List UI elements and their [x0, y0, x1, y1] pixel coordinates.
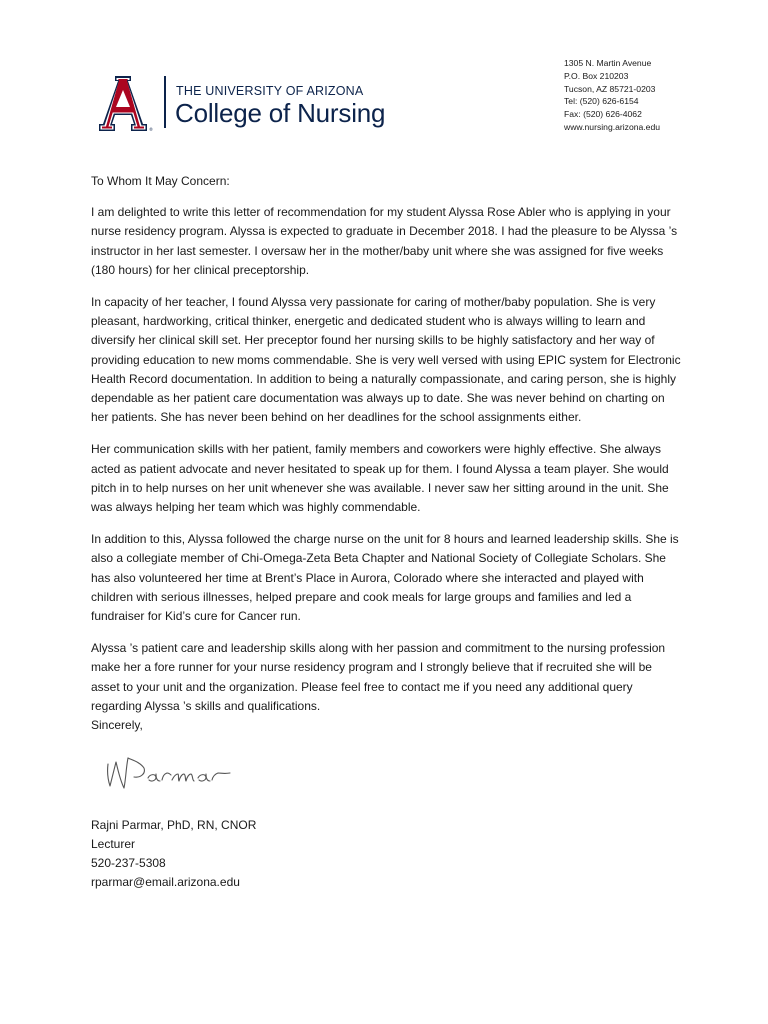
svg-text:®: ® — [149, 127, 153, 132]
paragraph-conclusion: Alyssa ’s patient care and leadership skills along with her passion and commitment to the nursing profession make her a fore runner for your nurse residency program and I strongly believe that if recruited she will be asset to your unit and the organization. Please feel free to contact me if you need any additional query regarding Alyssa ’s skills and qualifications. — [91, 641, 666, 713]
signer-name: Rajni Parmar, PhD, RN, CNOR — [91, 818, 257, 832]
website-line: www.nursing.arizona.edu — [564, 121, 661, 132]
signer-phone: 520-237-5308 — [91, 856, 166, 870]
address-block — [564, 57, 660, 134]
paragraph-leadership: In addition to this, Alyssa followed the charge nurse on the unit for 8 hours and learned leadership skills. She is also a collegiate member of Chi-Omega-Zeta Beta Chapter and National Society of Collegiate Scholars. She has also volunteered her time at Brent’s Place in Aurora, Colorado where she interacted and played with children with serious illnesses, helped prepare and cook meals for large groups and families and led a fundraiser for Kid’s cure for Cancer run. — [91, 532, 679, 624]
signer-title: Lecturer — [91, 837, 136, 851]
handwritten-signature — [104, 750, 274, 794]
paragraph-intro: I am delighted to write this letter of recommendation for my student Alyssa Rose Abler who is applying in your nurse residency program. Alyssa is expected to graduate in December 2018. I had the pleasure to be Alyssa ’s instructor in her last semester. I oversaw her in the mother/baby unit where she was assigned for five weeks (180 hours) for her clinical preceptorship. — [91, 205, 678, 277]
university-a-logo — [93, 74, 153, 134]
address-line: P.O. Box 210203 — [564, 70, 629, 81]
signer-block — [91, 816, 256, 892]
university-name: THE UNIVERSITY OF ARIZONA — [176, 84, 364, 98]
closing: Sincerely, — [91, 718, 143, 732]
phone-line: Tel: (520) 626-6154 — [564, 96, 639, 107]
address-line: Tucson, AZ 85721-0203 — [564, 83, 656, 94]
address-line: 1305 N. Martin Avenue — [564, 58, 652, 68]
signer-email: rparmar@email.arizona.edu — [91, 875, 240, 889]
paragraph-communication: Her communication skills with her patient, family members and coworkers were highly effective. She always acted as patient advocate and never hesitated to speak up for them. I found Alyssa a team player. She would pitch in to help nurses on her unit whenever she was available. I never saw her sitting around in the unit. She was always helping her team which was highly commendable. — [91, 442, 669, 515]
college-name: College of Nursing — [175, 98, 386, 128]
letter-body — [91, 172, 681, 729]
letterhead-divider — [164, 76, 166, 128]
paragraph-qualities: In capacity of her teacher, I found Alyssa very passionate for caring of mother/baby population. She is very pleasant, hardworking, critical thinker, energetic and dedicated student who is always willing to learn and diversify her clinical skill set. Her preceptor found her nursing skills to be highly satisfactory and her way of providing education to new moms commendable. She is very well versed with using EPIC system for Electronic Health Record documentation. In addition to being a naturally compassionate, and caring person, she is highly dependable as her patient care documentation was always up to date. She was never behind on charting on her patients. She has never been behind on her deadlines for the school assignments either. — [91, 295, 681, 425]
fax-line: Fax: (520) 626-4062 — [564, 109, 642, 120]
salutation: To Whom It May Concern: — [91, 174, 230, 188]
